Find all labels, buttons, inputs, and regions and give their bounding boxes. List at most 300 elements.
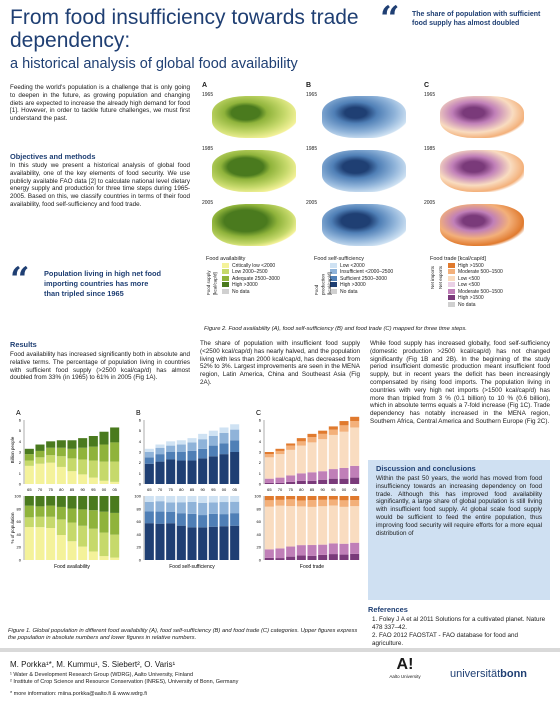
bar bbox=[187, 438, 196, 442]
bar bbox=[297, 441, 306, 445]
panel-label: A bbox=[16, 410, 21, 417]
bar bbox=[78, 547, 87, 560]
quote-box bbox=[10, 260, 190, 325]
objectives-heading: Objectives and methods bbox=[10, 152, 96, 161]
poster-title: From food insufficiency towards trade dependency: bbox=[10, 6, 359, 52]
y-tick-label: 5 bbox=[18, 428, 21, 434]
panel-label: B bbox=[136, 410, 141, 417]
bar bbox=[155, 454, 164, 461]
bar bbox=[297, 556, 306, 560]
bar bbox=[329, 543, 338, 554]
bar bbox=[145, 523, 154, 560]
y-tick-label: 100 bbox=[14, 493, 21, 499]
bar bbox=[99, 462, 108, 481]
y-tick-label: 0 bbox=[138, 481, 141, 487]
bar bbox=[166, 441, 175, 445]
bar bbox=[230, 424, 239, 429]
bar bbox=[57, 448, 66, 457]
world-map-c-1985 bbox=[440, 150, 524, 192]
x-tick-label: 65 bbox=[27, 487, 32, 492]
poster-subtitle: a historical analysis of global food availability bbox=[10, 56, 298, 72]
bar bbox=[177, 452, 186, 461]
bar bbox=[145, 512, 154, 524]
bar bbox=[209, 446, 218, 457]
bar bbox=[78, 509, 87, 525]
bar bbox=[350, 543, 359, 554]
bar bbox=[89, 496, 98, 510]
bar bbox=[265, 496, 274, 500]
legend-item: High >3000 bbox=[222, 282, 306, 289]
x-tick-label: 00 bbox=[221, 487, 227, 492]
figure2 bbox=[198, 82, 554, 342]
bar bbox=[57, 507, 66, 519]
y-tick-label: 80 bbox=[256, 506, 261, 512]
bar bbox=[25, 449, 34, 454]
bar bbox=[265, 483, 274, 484]
bar bbox=[307, 434, 316, 437]
bar bbox=[89, 447, 98, 461]
y-tick-label: 6 bbox=[258, 417, 261, 423]
bar bbox=[166, 452, 175, 459]
bar bbox=[307, 481, 316, 484]
year-label: 1965 bbox=[424, 92, 436, 98]
bar bbox=[89, 529, 98, 552]
x-tick-label: 95 bbox=[91, 487, 96, 492]
bar bbox=[198, 458, 207, 484]
y-tick-label: 4 bbox=[18, 438, 21, 444]
bar bbox=[297, 545, 306, 555]
y-tick-label: 2 bbox=[138, 460, 141, 466]
y-tick-label: 1 bbox=[258, 470, 261, 476]
references-heading: References bbox=[368, 605, 408, 614]
panel-label: A bbox=[202, 82, 208, 89]
bar bbox=[307, 437, 316, 442]
legend-item: No data bbox=[330, 289, 424, 296]
bar bbox=[275, 454, 284, 477]
legend-item: No data bbox=[448, 302, 550, 309]
year-label: 1965 bbox=[306, 92, 318, 98]
bar bbox=[187, 461, 196, 484]
bar bbox=[275, 500, 284, 506]
bar bbox=[198, 496, 207, 503]
world-map-c-2005 bbox=[440, 204, 524, 246]
x-tick-label: 95 bbox=[211, 487, 216, 492]
bar bbox=[339, 479, 348, 484]
y-tick-label: 40 bbox=[256, 531, 261, 537]
bar bbox=[265, 452, 274, 454]
bar bbox=[78, 496, 87, 509]
bar bbox=[286, 496, 295, 499]
bar bbox=[145, 502, 154, 512]
y-tick-label: 3 bbox=[258, 449, 261, 455]
bar bbox=[177, 445, 186, 452]
bar bbox=[35, 506, 44, 516]
bar bbox=[219, 433, 228, 444]
bonn-logo: universitätbonn bbox=[450, 668, 528, 680]
bar bbox=[57, 535, 66, 560]
bar bbox=[339, 496, 348, 500]
y-tick-label: 5 bbox=[258, 428, 261, 434]
bar bbox=[67, 523, 76, 542]
y-tick-label: 100 bbox=[134, 493, 141, 499]
bar bbox=[25, 506, 34, 518]
bar bbox=[219, 427, 228, 432]
bar bbox=[209, 514, 218, 527]
bar bbox=[198, 503, 207, 515]
bar bbox=[35, 451, 44, 457]
x-tick-label: 80 bbox=[59, 487, 64, 492]
bar bbox=[265, 558, 274, 560]
y-tick-label: 2 bbox=[258, 460, 261, 466]
world-map-c-1965 bbox=[440, 96, 524, 138]
legend-item: Insufficient <2000–2500 bbox=[330, 269, 424, 276]
bar bbox=[155, 501, 164, 511]
bar bbox=[155, 524, 164, 560]
bar bbox=[46, 463, 55, 484]
y-tick-label: 5 bbox=[138, 428, 141, 434]
bar bbox=[286, 506, 295, 546]
legend-title: Food self-sufficiency bbox=[314, 256, 365, 262]
panel-axis-label: Food availability bbox=[54, 564, 90, 570]
figure2-caption: Figure 2. Food availability (A), food self-sufficiency (B) and food trade (C) mapped for three time steps. bbox=[204, 326, 467, 332]
legend-axis: Food production [kcal/cap/d] bbox=[314, 272, 332, 295]
bar bbox=[35, 445, 44, 451]
bar bbox=[67, 471, 76, 484]
header-quote-text: The share of population with sufficient food supply has almost doubled bbox=[412, 11, 541, 27]
bar bbox=[46, 506, 55, 517]
bar bbox=[25, 466, 34, 484]
legend-item: Low <500 bbox=[448, 276, 550, 283]
bar bbox=[35, 517, 44, 527]
bar bbox=[145, 452, 154, 457]
bar bbox=[99, 556, 108, 560]
x-tick-label: 00 bbox=[341, 487, 347, 492]
quote-mark-icon: “ bbox=[10, 260, 30, 300]
bar bbox=[110, 558, 119, 560]
affiliation-2: ² Institute of Crop Science and Resource Conservation (INRES), University of Bonn, Germany bbox=[10, 679, 239, 685]
y-tick-label: 0 bbox=[258, 481, 261, 487]
bar bbox=[99, 496, 108, 512]
y-tick-label: 3 bbox=[18, 449, 21, 455]
world-map-a-2005 bbox=[212, 204, 296, 246]
bar bbox=[78, 526, 87, 547]
bar bbox=[177, 526, 186, 560]
bar bbox=[209, 502, 218, 514]
bar bbox=[275, 548, 284, 558]
bar bbox=[219, 454, 228, 484]
bar bbox=[177, 461, 186, 484]
x-tick-label: 80 bbox=[179, 487, 184, 492]
bar bbox=[78, 438, 87, 448]
legend-title: Food trade [kcal/cap/d] bbox=[430, 256, 486, 262]
bar bbox=[177, 502, 186, 513]
bar bbox=[318, 496, 327, 500]
bar bbox=[318, 431, 327, 434]
y-tick-label: 6 bbox=[18, 417, 21, 423]
bar bbox=[209, 431, 218, 436]
bar bbox=[155, 512, 164, 524]
y-tick-label: 40 bbox=[136, 531, 141, 537]
y-axis-label: % of population bbox=[10, 512, 15, 544]
bar bbox=[286, 450, 295, 476]
bar bbox=[177, 440, 186, 444]
bar bbox=[350, 506, 359, 543]
bar bbox=[230, 513, 239, 526]
bar bbox=[209, 456, 218, 484]
legend-axis: Food supply [kcal/cap/d] bbox=[206, 270, 218, 295]
bar bbox=[297, 496, 306, 500]
bar bbox=[339, 425, 348, 431]
legend-item: High >1500 bbox=[448, 295, 550, 302]
bar bbox=[329, 479, 338, 484]
bar bbox=[265, 454, 274, 457]
contact-info: * more information: miina.porkka@aalto.fi & www.wdrg.fi bbox=[10, 691, 148, 697]
bar bbox=[67, 541, 76, 560]
bar bbox=[286, 482, 295, 484]
bar bbox=[177, 513, 186, 525]
bar bbox=[265, 507, 274, 550]
y-tick-label: 1 bbox=[18, 470, 21, 476]
bar bbox=[329, 500, 338, 506]
bar bbox=[198, 439, 207, 449]
reference-item: 2. FAO 2012 FAOSTAT - FAO database for food and agriculture. bbox=[372, 632, 518, 647]
x-tick-label: 90 bbox=[320, 487, 325, 492]
bar bbox=[89, 510, 98, 528]
bar bbox=[329, 469, 338, 479]
bar bbox=[297, 506, 306, 545]
bar bbox=[166, 446, 175, 452]
y-tick-label: 20 bbox=[136, 544, 141, 550]
legend-item: Critically low <2000 bbox=[222, 263, 306, 270]
year-label: 1965 bbox=[202, 92, 214, 98]
world-map-b-2005 bbox=[322, 204, 406, 246]
bar bbox=[89, 461, 98, 478]
world-map-b-1965 bbox=[322, 96, 406, 138]
x-tick-label: 80 bbox=[299, 487, 304, 492]
bar bbox=[99, 432, 108, 445]
bar bbox=[265, 549, 274, 558]
results-heading: Results bbox=[10, 340, 37, 349]
bar bbox=[110, 442, 119, 461]
aalto-logo: A! Aalto University bbox=[389, 656, 421, 679]
bar bbox=[198, 434, 207, 439]
bar bbox=[307, 507, 316, 545]
y-tick-label: 6 bbox=[138, 417, 141, 423]
world-map-b-1985 bbox=[322, 150, 406, 192]
x-tick-label: 95 bbox=[331, 487, 336, 492]
bar bbox=[339, 421, 348, 425]
bar bbox=[350, 417, 359, 421]
bar bbox=[297, 438, 306, 441]
header-quote bbox=[380, 0, 550, 54]
x-tick-label: 05 bbox=[232, 487, 237, 492]
y-tick-label: 2 bbox=[18, 460, 21, 466]
y-tick-label: 40 bbox=[16, 531, 21, 537]
x-tick-label: 75 bbox=[48, 487, 53, 492]
quote-box-text: Population living in high net food importing countries has more than tripled since 1965 bbox=[44, 269, 162, 298]
bar bbox=[275, 506, 284, 549]
bar bbox=[307, 545, 316, 556]
bar bbox=[25, 496, 34, 506]
legend-item: Low <500 bbox=[448, 282, 550, 289]
quote-mark-icon: “ bbox=[380, 0, 400, 39]
bar bbox=[350, 554, 359, 560]
bar bbox=[145, 449, 154, 452]
footer-divider bbox=[0, 648, 560, 652]
bar bbox=[110, 482, 119, 484]
bar bbox=[339, 507, 348, 544]
x-tick-label: 65 bbox=[267, 487, 272, 492]
panel-axis-label: Food trade bbox=[299, 564, 325, 570]
affiliation-1: ¹ Water & Development Research Group (WDRG), Aalto University, Finland bbox=[10, 672, 194, 678]
x-tick-label: 00 bbox=[101, 487, 107, 492]
bar bbox=[307, 556, 316, 560]
discussion-text: Within the past 50 years, the world has moved from food insufficiency towards an increasing dependency on food trade. Although this has improved food availability significantly, a large share of global population is still living with insufficient food supply. At global scale food supply would be sufficient to feed the entire population, thus improving food security will require efforts for a more equal distribution of bbox=[376, 475, 542, 537]
bar bbox=[155, 448, 164, 454]
bar bbox=[35, 527, 44, 560]
bar bbox=[187, 442, 196, 451]
bar bbox=[198, 527, 207, 560]
bar bbox=[209, 527, 218, 560]
bar bbox=[110, 513, 119, 535]
legend-item: Adequate 2500–3000 bbox=[222, 276, 306, 283]
year-label: 1985 bbox=[424, 146, 436, 152]
bar bbox=[145, 496, 154, 502]
discussion-heading: Discussion and conclusions bbox=[376, 464, 476, 473]
legend-food-self-sufficiency bbox=[314, 256, 424, 295]
bar bbox=[46, 441, 55, 447]
bar bbox=[166, 459, 175, 484]
x-tick-label: 05 bbox=[112, 487, 117, 492]
bar bbox=[275, 451, 284, 454]
bar bbox=[67, 458, 76, 471]
bar bbox=[99, 512, 108, 533]
y-tick-label: 60 bbox=[136, 519, 141, 525]
figure1-chart bbox=[8, 410, 364, 610]
bar bbox=[46, 448, 55, 455]
legend-item: Sufficient 2500–3000 bbox=[330, 276, 424, 283]
panel-label: B bbox=[306, 82, 312, 89]
bar bbox=[329, 430, 338, 435]
bar bbox=[67, 496, 76, 508]
y-tick-label: 20 bbox=[16, 544, 21, 550]
bar bbox=[57, 519, 66, 535]
legend-item: Low <2000 bbox=[330, 263, 424, 270]
bar bbox=[209, 496, 218, 502]
bar bbox=[145, 464, 154, 484]
bar bbox=[219, 502, 228, 514]
bar bbox=[275, 483, 284, 484]
bar bbox=[89, 478, 98, 484]
legend-title: Food availability bbox=[206, 256, 246, 262]
bar bbox=[187, 527, 196, 560]
bar bbox=[57, 496, 66, 507]
discussion-box bbox=[368, 460, 550, 600]
y-tick-label: 0 bbox=[18, 557, 21, 563]
x-tick-label: 85 bbox=[69, 487, 75, 492]
bar bbox=[110, 427, 119, 442]
bar bbox=[78, 459, 87, 474]
bar bbox=[166, 512, 175, 523]
bar bbox=[78, 448, 87, 460]
legend-item: Moderate 500–1500 bbox=[448, 289, 550, 296]
bar bbox=[187, 496, 196, 502]
y-tick-label: 20 bbox=[256, 544, 261, 550]
bar bbox=[275, 558, 284, 560]
bar bbox=[230, 430, 239, 441]
x-tick-label: 65 bbox=[147, 487, 152, 492]
y-tick-label: 60 bbox=[256, 519, 261, 525]
bar bbox=[329, 554, 338, 560]
bar bbox=[329, 505, 338, 543]
bar bbox=[286, 499, 295, 506]
bar bbox=[89, 436, 98, 447]
bar bbox=[209, 436, 218, 446]
bar bbox=[307, 442, 316, 472]
intro-text: Feeding the world's population is a challenge that is only going to deepen in the future, as growing population and changing diets are expected to increase the already high demand for food [1]. However, in order to tackle future challenges, we must first understand the past. bbox=[10, 84, 190, 123]
legend-axis: Net imports bbox=[430, 266, 435, 290]
y-tick-label: 4 bbox=[138, 438, 141, 444]
bar bbox=[318, 500, 327, 506]
panel-axis-label: Food self-sufficiency bbox=[169, 564, 215, 570]
x-tick-label: 85 bbox=[189, 487, 195, 492]
bar bbox=[35, 496, 44, 506]
bar bbox=[318, 480, 327, 484]
bar bbox=[46, 528, 55, 560]
bar bbox=[67, 449, 76, 459]
bar bbox=[230, 502, 239, 513]
bar bbox=[25, 527, 34, 560]
bar bbox=[219, 526, 228, 560]
bar bbox=[297, 446, 306, 474]
bar bbox=[187, 502, 196, 514]
x-tick-label: 05 bbox=[352, 487, 357, 492]
bar bbox=[307, 472, 316, 481]
legend-item: No data bbox=[222, 289, 306, 296]
x-tick-label: 70 bbox=[157, 487, 163, 492]
bar bbox=[329, 426, 338, 429]
bar bbox=[198, 449, 207, 459]
year-label: 1985 bbox=[306, 146, 318, 152]
bar bbox=[110, 462, 119, 482]
bar bbox=[339, 544, 348, 555]
bar bbox=[286, 443, 295, 445]
bar bbox=[275, 496, 284, 500]
bar bbox=[350, 478, 359, 484]
y-tick-label: 1 bbox=[138, 470, 141, 476]
bar bbox=[230, 440, 239, 452]
bar bbox=[166, 496, 175, 502]
bar bbox=[155, 445, 164, 448]
y-tick-label: 3 bbox=[138, 449, 141, 455]
bar bbox=[318, 471, 327, 480]
bar bbox=[187, 451, 196, 461]
bar bbox=[99, 481, 108, 484]
y-tick-label: 60 bbox=[16, 519, 21, 525]
legend-item: Low 2000–2500 bbox=[222, 269, 306, 276]
footer bbox=[0, 656, 560, 705]
bar bbox=[57, 467, 66, 484]
bar bbox=[35, 457, 44, 463]
legend-item: Moderate 500–1500 bbox=[448, 269, 550, 276]
bar bbox=[99, 533, 108, 557]
bar bbox=[339, 432, 348, 468]
panel-label: C bbox=[256, 410, 262, 417]
bar bbox=[275, 449, 284, 451]
legend-item: High >3000 bbox=[330, 282, 424, 289]
bar bbox=[318, 439, 327, 471]
bar bbox=[339, 500, 348, 507]
